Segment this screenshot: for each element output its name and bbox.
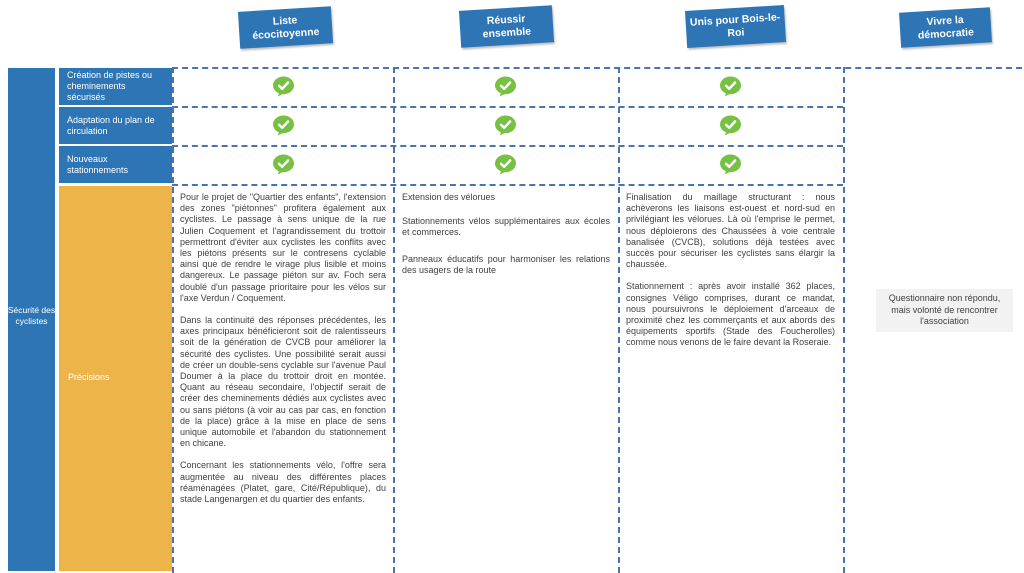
precisions-paragraph: Pour le projet de "Quartier des enfants", l'extension des zones "piétonnes" profitera également aux cyclistes. Le passage à sens unique de la rue Julien Coquement et l'agrandissement du trottoir permettront d'éviter aux cyclistes les conflits avec les piétons présents sur le contresens cyclable ainsi que de rendre le virage plus lisible et moins dangereux. Le passage piéton sur av. Foch sera doublé d'un passage prioritaire pour les vélos sur l'axe Verdun / Coquement. bbox=[180, 192, 386, 303]
check-icon bbox=[272, 154, 295, 175]
row-label-text: Nouveaux stationnements bbox=[67, 153, 129, 175]
check-icon bbox=[494, 76, 517, 97]
column-banner-unis-pour-bois-le-roi bbox=[685, 5, 786, 48]
check-icon bbox=[719, 76, 742, 97]
precisions-col-reussir-ensemble bbox=[402, 192, 610, 287]
precisions-paragraph: Concernant les stationnements vélo, l'offre sera augmentée au niveau des différentes places réaménagées (Platet, gare, Cité/République), du stade Langenargen et du quartier des enfants. bbox=[180, 460, 386, 505]
grid-line-col4-left bbox=[843, 67, 845, 573]
precisions-paragraph: Stationnements vélos supplémentaires aux écoles et commerces. bbox=[402, 216, 610, 238]
check-icon bbox=[719, 115, 742, 136]
precisions-paragraph: Extension des vélorues bbox=[402, 192, 496, 202]
row-label-creation-pistes bbox=[59, 68, 172, 105]
grid-line-row2-bottom bbox=[172, 145, 843, 147]
grid-line-row3-bottom bbox=[172, 184, 843, 186]
precisions-col-unis-pour-bois-le-roi bbox=[626, 192, 835, 360]
precisions-paragraph: Dans la continuité des réponses précédentes, les axes principaux bénéficieront soit de ralentisseurs soit de la génération de CVCB pour améliorer la sécurité des cyclistes. Une possibilité serait aussi de créer un double-sens cyclable sur l'avenue Paul Doumer à la place du trottoir droit en montée. Quant au réseau secondaire, l'objectif serait de créer des cheminements dédiés aux cyclistes avec ou sans piétons (à voir au cas par cas, en fonction de la place) grâce à la mise en place de sens unique automobile et l'abandon du stationnement en chicane. bbox=[180, 315, 386, 449]
precisions-paragraph: Finalisation du maillage structurant : nous achèverons les liaisons est-ouest et nord-sud en privilégiant les vélorues. Là où l'emprise le permet, nous déploierons des Chaussées à voie centrale banalisée (CVCB), solutions déjà testées avec succès pour sécuriser les cyclistes sans élargir la chaussée. bbox=[626, 192, 835, 270]
grid-line-col1-left bbox=[172, 67, 174, 573]
note-text: Questionnaire non répondu, mais volonté de rencontrer l'association bbox=[888, 293, 1001, 326]
check-icon bbox=[719, 154, 742, 175]
precisions-col-liste-ecocitoyenne bbox=[180, 192, 386, 516]
precisions-paragraph: Stationnement : après avoir installé 362 places, consignes Véligo comprises, durant ce mandat, nous poursuivrons le déploiement d'arceaux de proximité chez les commerçants et aux abords des équipements sportifs (Stade des Foucherolles) comme nous venons de le faire devant la Roseraie. bbox=[626, 281, 835, 348]
banner-label: Vivre la démocratie bbox=[917, 13, 975, 42]
check-icon bbox=[272, 76, 295, 97]
column-banner-liste-ecocitoyenne bbox=[238, 6, 333, 49]
check-icon bbox=[494, 115, 517, 136]
banner-label: Unis pour Bois-le-Roi bbox=[689, 11, 781, 39]
precisions-label: Précisions bbox=[68, 372, 110, 382]
no-response-note bbox=[876, 289, 1013, 332]
row-label-nouveaux-stationnements bbox=[59, 146, 172, 183]
check-icon bbox=[494, 154, 517, 175]
row-label-adaptation-plan bbox=[59, 107, 172, 144]
precisions-paragraph: Panneaux éducatifs pour harmoniser les relations des usagers de la route bbox=[402, 253, 610, 275]
section-label: Sécurité des cyclistes bbox=[7, 305, 56, 326]
row-label-text: Adaptation du plan de circulation bbox=[67, 114, 155, 136]
column-banner-vivre-la-democratie bbox=[899, 7, 992, 47]
grid-line-col2-left bbox=[393, 67, 395, 573]
banner-label: Réussir ensemble bbox=[482, 12, 532, 40]
column-banner-reussir-ensemble bbox=[459, 5, 554, 48]
row-label-text: Création de pistes ou cheminements sécurisés bbox=[67, 70, 153, 102]
grid-line-top bbox=[172, 67, 1022, 69]
section-bar-securite-des-cyclistes bbox=[8, 68, 55, 571]
check-icon bbox=[272, 115, 295, 136]
banner-label: Liste écocitoyenne bbox=[252, 14, 320, 42]
row-label-precisions bbox=[59, 186, 172, 571]
grid-line-col3-left bbox=[618, 67, 620, 573]
grid-line-row1-bottom bbox=[172, 106, 843, 108]
